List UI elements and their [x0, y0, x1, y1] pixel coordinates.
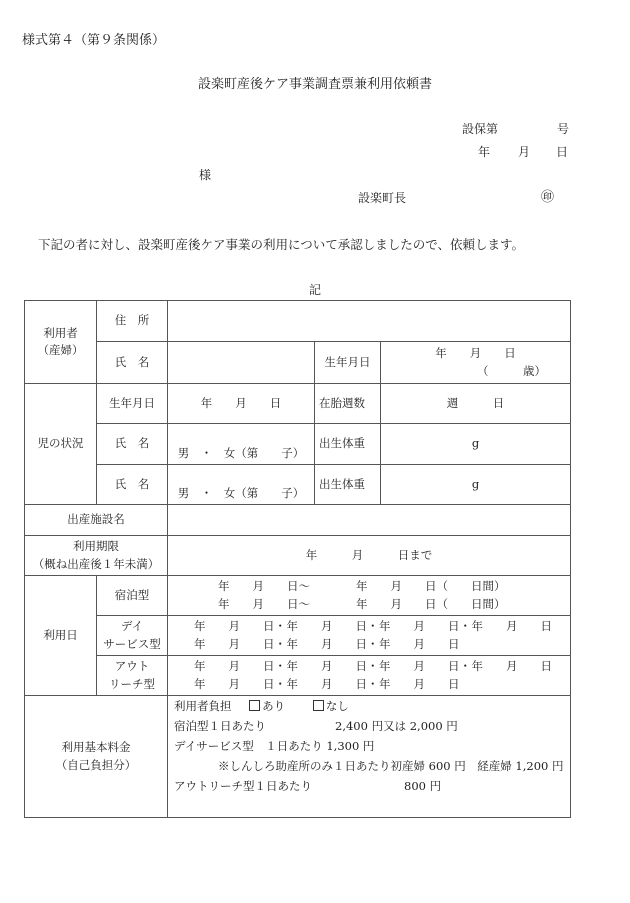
gestation-field[interactable]: 週 日: [381, 384, 571, 424]
fee-details: [168, 696, 571, 818]
user-name-label: 氏 名: [97, 342, 168, 384]
child2-name-label: 氏 名: [97, 465, 168, 505]
stay-type-field[interactable]: [168, 576, 571, 616]
doc-number-suffix: 号: [557, 122, 570, 136]
day-date-2: 年 月 日・: [286, 619, 379, 634]
child2-weight-field[interactable]: g: [381, 465, 571, 505]
out-date-6: 年 月 日・: [286, 676, 379, 691]
day-date-4: 年 月 日: [471, 619, 552, 634]
addressee-suffix: 様: [199, 168, 212, 182]
address-field[interactable]: [168, 301, 571, 342]
day-date-7: 年 月 日: [379, 636, 460, 651]
child2-sex-field[interactable]: 男 ・ 女（第 子）: [168, 465, 315, 505]
period-label: 利用期限 （概ね出産後１年未満）: [25, 536, 168, 576]
stay-line-2: 年 月 日～ 年 月 日（ 日間）: [218, 596, 506, 611]
user-birthdate-value: 年 月 日: [435, 346, 516, 361]
address-label: 住 所: [97, 301, 168, 342]
fee-label: 利用基本料金 （自己負担分）: [25, 696, 168, 818]
child1-sex-field[interactable]: 男 ・ 女（第 子）: [168, 424, 315, 465]
usage-day-label: 利用日: [25, 576, 97, 696]
day-service-label: デイ サービス型: [97, 616, 168, 656]
day-date-1: 年 月 日・: [194, 619, 286, 634]
fee-no-label: なし: [325, 699, 349, 713]
out-date-5: 年 月 日・: [194, 676, 286, 691]
stay-type-label: 宿泊型: [97, 576, 168, 616]
user-birthdate-label: 生年月日: [315, 342, 381, 384]
out-date-1: 年 月 日・: [194, 659, 286, 674]
user-age-value: （ 歳）: [477, 363, 547, 378]
fee-stay-line: 宿泊型１日あたり 2,400 円又は 2,000 円: [174, 719, 458, 733]
seal-mark: ㊞: [541, 190, 555, 205]
out-date-4: 年 月 日: [471, 659, 552, 674]
gestation-label: 在胎週数: [315, 384, 381, 424]
fee-burden-label: 利用者負担: [174, 699, 232, 713]
day-date-6: 年 月 日・: [286, 636, 379, 651]
ki-heading: 記: [308, 283, 321, 297]
request-statement: 下記の者に対し、設楽町産後ケア事業の利用について承認しましたので、依頼します。: [38, 237, 525, 252]
date-year: 年: [478, 145, 491, 159]
issue-date: [478, 143, 568, 160]
facility-label: 出産施設名: [25, 505, 168, 536]
document-title: 設楽町産後ケア事業調査票兼利用依頼書: [197, 77, 432, 92]
outreach-label: アウト リーチ型: [97, 656, 168, 696]
child2-weight-label: 出生体重: [315, 465, 381, 505]
fee-outreach-line: アウトリーチ型１日あたり 800 円: [174, 779, 442, 793]
user-birthdate-field[interactable]: [381, 342, 571, 384]
day-date-3: 年 月 日・: [379, 619, 471, 634]
fee-yes-checkbox[interactable]: [249, 700, 260, 711]
child1-weight-label: 出生体重: [315, 424, 381, 465]
issuer-name: 設楽町長: [358, 191, 407, 205]
fee-no-checkbox[interactable]: [313, 700, 324, 711]
fee-note-line: ※しんしろ助産所のみ１日あたり初産婦 600 円 経産婦 1,200 円: [218, 759, 564, 773]
child-status-label: 児の状況: [25, 384, 97, 505]
request-form-table: [24, 300, 571, 818]
doc-number-label: 設保第: [462, 122, 499, 136]
user-label: 利用者 （産婦）: [25, 301, 97, 384]
facility-field[interactable]: [168, 505, 571, 536]
period-field[interactable]: 年 月 日まで: [168, 536, 571, 576]
date-day: 日: [556, 145, 569, 159]
form-number: 様式第４（第９条関係）: [22, 33, 166, 48]
child-birthdate-field[interactable]: 年 月 日: [168, 384, 315, 424]
fee-yes-label: あり: [262, 699, 286, 713]
child1-weight-field[interactable]: g: [381, 424, 571, 465]
child1-name-label: 氏 名: [97, 424, 168, 465]
out-date-7: 年 月 日: [379, 676, 460, 691]
out-date-2: 年 月 日・: [286, 659, 379, 674]
fee-day-line: デイサービス型 １日あたり 1,300 円: [174, 739, 375, 753]
date-month: 月: [518, 145, 531, 159]
user-name-field[interactable]: [168, 342, 315, 384]
stay-line-1: 年 月 日～ 年 月 日（ 日間）: [218, 579, 506, 594]
fee-burden-line: [168, 696, 570, 716]
child-birthdate-label: 生年月日: [97, 384, 168, 424]
out-date-3: 年 月 日・: [379, 659, 471, 674]
outreach-field[interactable]: [168, 656, 571, 696]
day-date-5: 年 月 日・: [194, 636, 286, 651]
day-service-field[interactable]: [168, 616, 571, 656]
